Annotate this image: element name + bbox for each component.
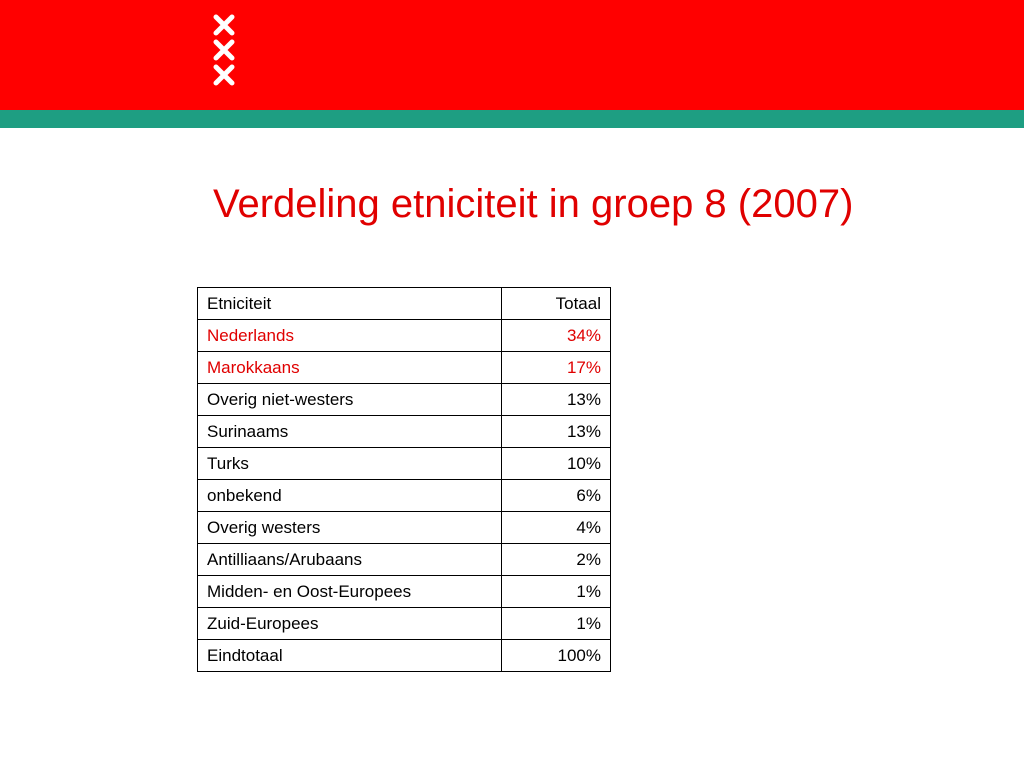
ethnicity-name-cell: onbekend (198, 480, 502, 512)
ethnicity-value-cell: 4% (502, 512, 611, 544)
table-row (198, 352, 611, 384)
cross-icon (213, 14, 235, 36)
ethnicity-value-cell: 1% (502, 608, 611, 640)
ethnicity-value-cell: 6% (502, 480, 611, 512)
table-row (198, 384, 611, 416)
ethnicity-name-cell: Overig westers (198, 512, 502, 544)
table-row (198, 640, 611, 672)
header-band (0, 0, 1024, 110)
table-header-row (198, 288, 611, 320)
ethnicity-value-cell: 10% (502, 448, 611, 480)
table-row (198, 608, 611, 640)
ethnicity-value-cell: 34% (502, 320, 611, 352)
header-etniciteit: Etniciteit (198, 288, 502, 320)
ethnicity-name-cell: Surinaams (198, 416, 502, 448)
ethnicity-name-cell: Zuid-Europees (198, 608, 502, 640)
ethnicity-name-cell: Marokkaans (198, 352, 502, 384)
cross-icon (213, 64, 235, 86)
table-row (198, 480, 611, 512)
cross-icon (213, 39, 235, 61)
ethnicity-name-cell: Nederlands (198, 320, 502, 352)
teal-band (0, 110, 1024, 128)
ethnicity-value-cell: 17% (502, 352, 611, 384)
ethnicity-name-cell: Midden- en Oost-Europees (198, 576, 502, 608)
ethnicity-name-cell: Antilliaans/Arubaans (198, 544, 502, 576)
table-row (198, 448, 611, 480)
table-row (198, 544, 611, 576)
ethnicity-table (197, 287, 611, 672)
table-row (198, 576, 611, 608)
table-row (198, 512, 611, 544)
table-row (198, 416, 611, 448)
ethnicity-value-cell: 13% (502, 384, 611, 416)
ethnicity-name-cell: Overig niet-westers (198, 384, 502, 416)
ethnicity-value-cell: 13% (502, 416, 611, 448)
header-totaal: Totaal (502, 288, 611, 320)
table-row (198, 320, 611, 352)
ethnicity-value-cell: 2% (502, 544, 611, 576)
ethnicity-value-cell: 100% (502, 640, 611, 672)
ethnicity-name-cell: Eindtotaal (198, 640, 502, 672)
ethnicity-name-cell: Turks (198, 448, 502, 480)
amsterdam-logo (213, 14, 235, 89)
slide-title: Verdeling etniciteit in groep 8 (2007) (213, 182, 854, 226)
ethnicity-value-cell: 1% (502, 576, 611, 608)
